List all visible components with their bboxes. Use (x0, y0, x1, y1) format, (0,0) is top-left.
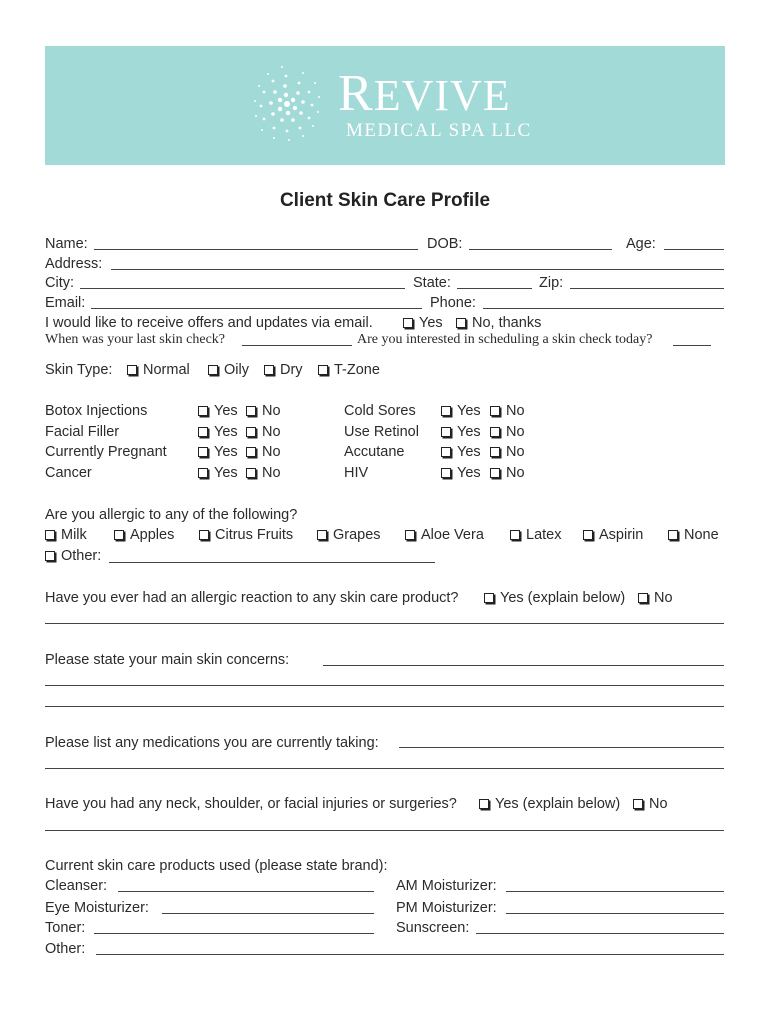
age-label: Age: (626, 236, 656, 252)
address-field[interactable] (111, 269, 724, 270)
skin-type-option-label: Normal (143, 362, 190, 378)
offers-no-label: No, thanks (472, 315, 542, 331)
no-label: No (262, 403, 281, 419)
email-field[interactable] (91, 308, 422, 309)
city-label: City: (45, 275, 74, 291)
condition-label: Cold Sores (344, 403, 416, 419)
condition-yes-option[interactable] (441, 464, 481, 482)
zip-label: Zip: (539, 275, 564, 291)
skin-type-option-label: Dry (280, 362, 303, 378)
allergy-checkbox[interactable] (583, 530, 593, 540)
brand-subtitle: MEDICAL SPA LLC (346, 120, 532, 141)
am-moisturizer-label: AM Moisturizer: (396, 878, 497, 894)
condition-no-option[interactable] (490, 423, 525, 441)
injuries-no-checkbox[interactable] (633, 799, 643, 809)
skin-type-option-label: T-Zone (334, 362, 380, 378)
brand-logotype (338, 65, 532, 142)
state-label: State: (413, 275, 451, 291)
other-product-label: Other: (45, 941, 86, 957)
cleanser-field[interactable] (118, 891, 374, 892)
allergy-option[interactable] (45, 526, 87, 544)
pm-moisturizer-label: PM Moisturizer: (396, 900, 497, 916)
yes-label: Yes (457, 424, 481, 440)
allergy-option[interactable] (583, 526, 643, 544)
condition-no-checkbox[interactable] (246, 468, 256, 478)
condition-yes-option[interactable] (198, 423, 238, 441)
medications-field[interactable] (45, 768, 724, 769)
injuries-no-label: No (649, 796, 668, 812)
skin-type-option-label: Oily (224, 362, 249, 378)
yes-label: Yes (457, 444, 481, 460)
concerns-label: Please state your main skin concerns: (45, 652, 290, 668)
condition-no-option[interactable] (246, 464, 281, 482)
other-product-field[interactable] (96, 954, 724, 955)
offers-yes-checkbox[interactable] (403, 318, 413, 328)
condition-no-checkbox[interactable] (490, 427, 500, 437)
offers-text: I would like to receive offers and updates via email. (45, 315, 373, 331)
spiral-logo-icon (253, 64, 321, 144)
condition-yes-checkbox[interactable] (198, 406, 208, 416)
toner-label: Toner: (45, 920, 86, 936)
phone-label: Phone: (430, 295, 476, 311)
allergy-option[interactable] (199, 526, 293, 544)
yes-label: Yes (457, 465, 481, 481)
allergy-option[interactable] (114, 526, 174, 544)
condition-no-checkbox[interactable] (246, 447, 256, 457)
skin-type-option[interactable] (127, 361, 190, 379)
no-label: No (506, 444, 525, 460)
no-label: No (262, 465, 281, 481)
age-field[interactable] (664, 249, 724, 250)
skin-type-checkbox[interactable] (208, 365, 218, 375)
schedule-skin-check-label: Are you interested in scheduling a skin check today? (357, 332, 653, 347)
injuries-yes-checkbox[interactable] (479, 799, 489, 809)
eye-moisturizer-label: Eye Moisturizer: (45, 900, 149, 916)
skin-type-checkbox[interactable] (264, 365, 274, 375)
injuries-yes-option[interactable] (479, 795, 620, 813)
reaction-explain-field[interactable] (45, 623, 724, 624)
condition-no-checkbox[interactable] (246, 406, 256, 416)
condition-no-checkbox[interactable] (490, 406, 500, 416)
skin-type-option[interactable] (264, 361, 303, 379)
condition-yes-option[interactable] (198, 464, 238, 482)
yes-label: Yes (214, 424, 238, 440)
dob-field[interactable] (469, 249, 612, 250)
allergy-option-label: Aspirin (599, 527, 644, 543)
condition-yes-option[interactable] (198, 402, 238, 420)
injuries-question: Have you had any neck, shoulder, or facial injuries or surgeries? (45, 796, 457, 812)
condition-yes-checkbox[interactable] (198, 427, 208, 437)
sunscreen-label: Sunscreen: (396, 920, 470, 936)
skin-type-checkbox[interactable] (127, 365, 137, 375)
yes-label: Yes (457, 403, 481, 419)
last-skin-check-field[interactable] (242, 345, 352, 346)
allergy-option-label: Aloe Vera (421, 527, 484, 543)
no-label: No (506, 465, 525, 481)
condition-no-option[interactable] (490, 443, 525, 461)
allergy-other-checkbox[interactable] (45, 551, 55, 561)
condition-no-option[interactable] (490, 402, 525, 420)
reaction-question: Have you ever had an allergic reaction to any skin care product? (45, 590, 459, 606)
allergy-option[interactable] (405, 526, 484, 544)
allergy-option[interactable] (510, 526, 561, 544)
no-label: No (506, 403, 525, 419)
address-label: Address: (45, 256, 103, 272)
condition-yes-checkbox[interactable] (441, 468, 451, 478)
allergy-checkbox[interactable] (199, 530, 209, 540)
no-label: No (262, 424, 281, 440)
allergy-checkbox[interactable] (668, 530, 678, 540)
concerns-field[interactable] (45, 706, 724, 707)
concerns-field[interactable] (323, 665, 724, 666)
condition-no-option[interactable] (246, 443, 281, 461)
header-banner (45, 46, 725, 165)
condition-no-option[interactable] (246, 423, 281, 441)
condition-no-checkbox[interactable] (490, 447, 500, 457)
zip-field[interactable] (570, 288, 724, 289)
eye-moisturizer-field[interactable] (162, 913, 374, 914)
toner-field[interactable] (94, 933, 374, 934)
condition-label: Accutane (344, 444, 405, 460)
skin-type-option[interactable] (318, 361, 380, 379)
reaction-no-option[interactable] (638, 589, 673, 607)
allergy-checkbox[interactable] (405, 530, 415, 540)
allergy-other-field[interactable] (109, 562, 435, 563)
allergy-checkbox[interactable] (45, 530, 55, 540)
injuries-yes-label: Yes (explain below) (495, 796, 621, 812)
condition-yes-checkbox[interactable] (198, 468, 208, 478)
allergy-option-label: Citrus Fruits (215, 527, 294, 543)
condition-label: Cancer (45, 465, 92, 481)
last-skin-check-label: When was your last skin check? (45, 332, 225, 347)
condition-no-checkbox[interactable] (490, 468, 500, 478)
condition-no-option[interactable] (246, 402, 281, 420)
form-title: Client Skin Care Profile (279, 190, 491, 211)
allergy-checkbox[interactable] (317, 530, 327, 540)
condition-yes-option[interactable] (198, 443, 238, 461)
condition-yes-checkbox[interactable] (198, 447, 208, 457)
allergy-checkbox[interactable] (510, 530, 520, 540)
condition-no-checkbox[interactable] (246, 427, 256, 437)
allergy-option-label: None (684, 527, 719, 543)
allergy-question: Are you allergic to any of the following? (45, 507, 298, 523)
condition-label: Use Retinol (344, 424, 419, 440)
allergy-other-label: Other: (61, 548, 102, 564)
allergy-option-label: Grapes (333, 527, 381, 543)
yes-label: Yes (214, 465, 238, 481)
pm-moisturizer-field[interactable] (506, 913, 724, 914)
yes-label: Yes (214, 403, 238, 419)
brand-name (338, 65, 532, 122)
brand-name-rest: EVIVE (373, 71, 511, 120)
allergy-option[interactable] (668, 526, 719, 544)
reaction-yes-checkbox[interactable] (484, 593, 494, 603)
allergy-checkbox[interactable] (114, 530, 124, 540)
reaction-no-label: No (654, 590, 673, 606)
allergy-option-label: Latex (526, 527, 562, 543)
state-field[interactable] (457, 288, 532, 289)
reaction-no-checkbox[interactable] (638, 593, 648, 603)
injuries-no-option[interactable] (633, 795, 668, 813)
am-moisturizer-field[interactable] (506, 891, 724, 892)
phone-field[interactable] (483, 308, 724, 309)
sunscreen-field[interactable] (476, 933, 724, 934)
condition-yes-option[interactable] (441, 443, 481, 461)
schedule-skin-check-field[interactable] (673, 345, 711, 346)
brand-name-initial: R (338, 65, 374, 122)
reaction-yes-option[interactable] (484, 589, 625, 607)
name-field[interactable] (94, 249, 418, 250)
allergy-option[interactable] (317, 526, 381, 544)
allergy-other-option[interactable] (45, 547, 101, 565)
condition-no-option[interactable] (490, 464, 525, 482)
condition-label: HIV (344, 465, 369, 481)
skin-type-option[interactable] (208, 361, 249, 379)
concerns-field[interactable] (45, 685, 724, 686)
offers-yes-option[interactable] (403, 314, 443, 332)
medications-field[interactable] (399, 747, 724, 748)
no-label: No (506, 424, 525, 440)
condition-yes-option[interactable] (441, 402, 481, 420)
condition-label: Facial Filler (45, 424, 120, 440)
allergy-option-label: Apples (130, 527, 175, 543)
reaction-yes-label: Yes (explain below) (500, 590, 626, 606)
offers-no-option[interactable] (456, 314, 541, 332)
skin-type-label: Skin Type: (45, 362, 113, 378)
condition-yes-checkbox[interactable] (441, 406, 451, 416)
condition-label: Currently Pregnant (45, 444, 167, 460)
injuries-explain-field[interactable] (45, 830, 724, 831)
email-label: Email: (45, 295, 86, 311)
skin-type-checkbox[interactable] (318, 365, 328, 375)
cleanser-label: Cleanser: (45, 878, 108, 894)
allergy-option-label: Milk (61, 527, 87, 543)
medications-label: Please list any medications you are currently taking: (45, 735, 379, 751)
no-label: No (262, 444, 281, 460)
products-header: Current skin care products used (please state brand): (45, 858, 388, 874)
condition-label: Botox Injections (45, 403, 148, 419)
condition-yes-checkbox[interactable] (441, 447, 451, 457)
city-field[interactable] (80, 288, 405, 289)
yes-label: Yes (214, 444, 238, 460)
condition-yes-checkbox[interactable] (441, 427, 451, 437)
name-label: Name: (45, 236, 88, 252)
offers-no-checkbox[interactable] (456, 318, 466, 328)
offers-yes-label: Yes (419, 315, 443, 331)
condition-yes-option[interactable] (441, 423, 481, 441)
dob-label: DOB: (427, 236, 463, 252)
